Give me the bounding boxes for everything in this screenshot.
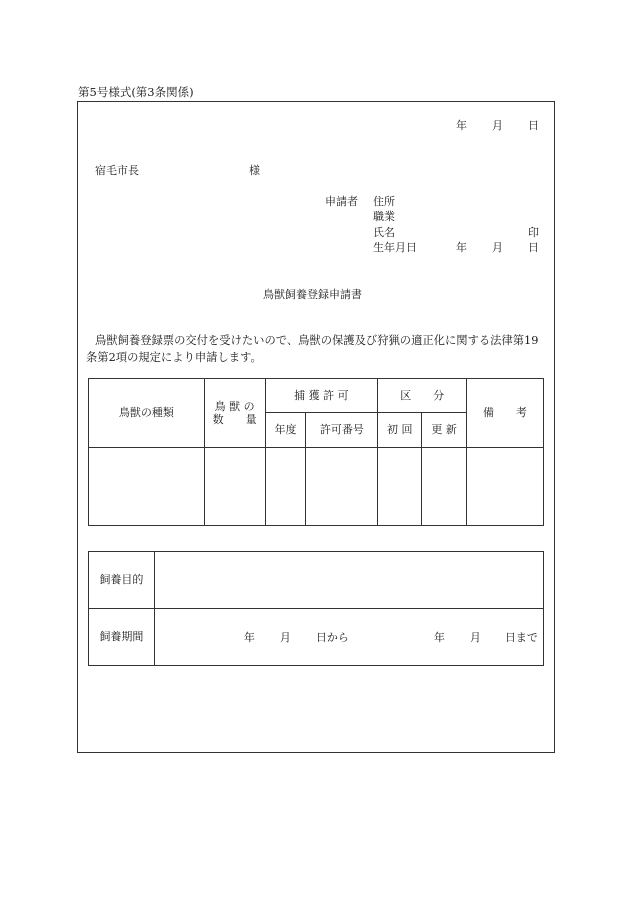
name-label: 氏名 xyxy=(373,226,395,239)
species-cell[interactable] xyxy=(89,448,205,526)
applicant-label: 申請者 xyxy=(325,195,358,208)
header-permit-number: 許可番号 xyxy=(306,413,378,448)
birth-day: 日 xyxy=(528,241,539,254)
date-month: 月 xyxy=(492,119,503,132)
birth-month: 月 xyxy=(492,241,503,254)
permit-number-cell[interactable] xyxy=(306,448,378,526)
header-capture-permit: 捕 獲 許 可 xyxy=(265,379,378,413)
purpose-label: 飼養目的 xyxy=(89,552,155,609)
header-remarks: 備 考 xyxy=(467,379,544,448)
header-initial: 初 回 xyxy=(378,413,422,448)
seal-label: 印 xyxy=(528,226,539,239)
header-count xyxy=(204,379,265,448)
addressee-name: 宿毛市長 xyxy=(95,164,139,177)
form-number: 第5号様式(第3条関係) xyxy=(78,85,194,99)
period-from-day: 日から xyxy=(315,631,349,644)
header-category: 区 分 xyxy=(378,379,467,413)
period-to-month: 月 xyxy=(469,631,481,644)
birth-year: 年 xyxy=(456,241,467,254)
body-text: 鳥獣飼養登録票の交付を受けたいので、鳥獣の保護及び狩猟の適正化に関する法律第19条第2項の規定により申請します。 xyxy=(86,334,539,364)
year-cell[interactable] xyxy=(265,448,306,526)
period-from-month: 月 xyxy=(279,631,291,644)
period-cell[interactable] xyxy=(154,609,543,666)
period-to-year: 年 xyxy=(433,631,445,644)
purpose-table xyxy=(88,551,544,666)
occupation-label: 職業 xyxy=(373,210,395,223)
renewal-cell[interactable] xyxy=(422,448,467,526)
document-title: 鳥獣飼養登録申請書 xyxy=(263,288,362,301)
remarks-cell[interactable] xyxy=(467,448,544,526)
initial-cell[interactable] xyxy=(378,448,422,526)
header-count-line1: 鳥 獣 の xyxy=(214,399,255,413)
header-count-line2: 数 量 xyxy=(212,413,257,426)
table-row xyxy=(89,448,544,526)
header-renewal: 更 新 xyxy=(422,413,467,448)
period-label: 飼養期間 xyxy=(89,609,155,666)
address-label: 住所 xyxy=(373,195,395,208)
date-year: 年 xyxy=(456,119,467,132)
count-cell[interactable] xyxy=(204,448,265,526)
species-table xyxy=(88,378,544,526)
header-species: 鳥獣の種類 xyxy=(89,379,205,448)
date-day: 日 xyxy=(528,119,539,132)
addressee-honorific: 様 xyxy=(249,164,260,177)
period-to-day: 日まで xyxy=(504,631,538,644)
birthdate-label: 生年月日 xyxy=(373,241,417,254)
purpose-cell[interactable] xyxy=(154,552,543,609)
header-year: 年度 xyxy=(265,413,306,448)
period-from-year: 年 xyxy=(243,631,255,644)
